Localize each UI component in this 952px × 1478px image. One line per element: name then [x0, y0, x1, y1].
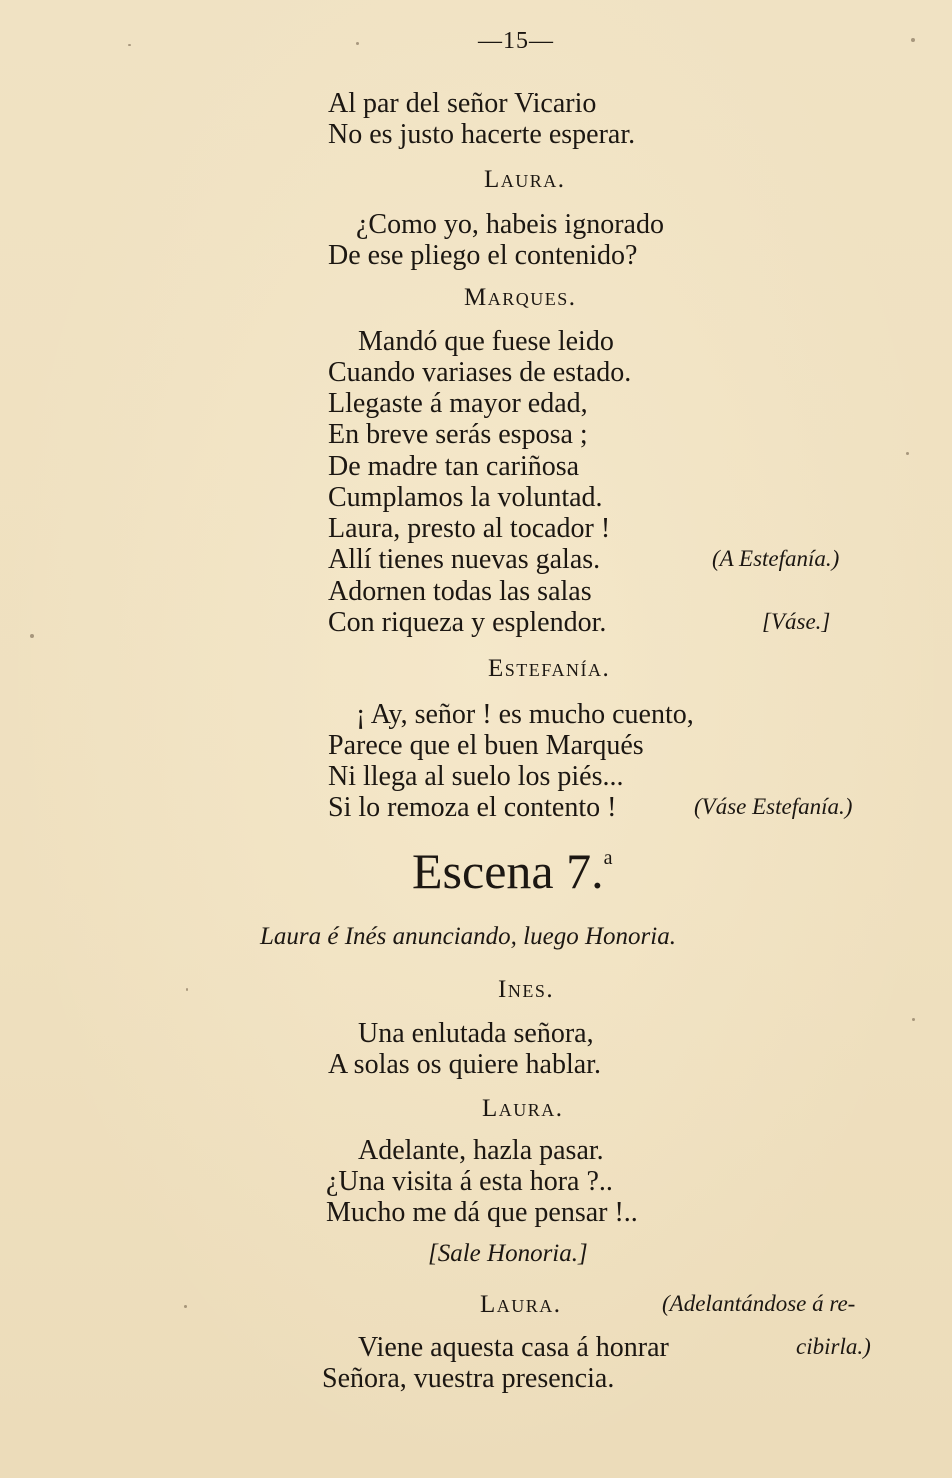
paper-speck	[912, 1018, 915, 1021]
verse-line: Viene aquesta casa á honrar	[358, 1332, 669, 1363]
speaker-name: Marques.	[464, 284, 577, 311]
verse-line: Ni llega al suelo los piés...	[328, 761, 624, 792]
stage-direction: (Váse Estefanía.)	[694, 794, 853, 819]
verse-line: En breve serás esposa ;	[328, 419, 588, 450]
speaker-name: Estefanía.	[488, 655, 611, 682]
verse-line: Al par del señor Vicario	[328, 88, 597, 119]
paper-speck	[186, 988, 188, 991]
verse-line: Si lo remoza el contento !	[328, 792, 617, 823]
verse-line: Parece que el buen Marqués	[328, 730, 644, 761]
verse-line: Llegaste á mayor edad,	[328, 388, 588, 419]
stage-direction: [Sale Honoria.]	[428, 1240, 588, 1267]
paper-speck	[184, 1305, 187, 1308]
speaker-name: Laura.	[484, 166, 566, 193]
verse-line: Cuando variases de estado.	[328, 357, 632, 388]
scene-heading	[412, 842, 612, 900]
scene-title-superscript: a	[603, 847, 613, 869]
paper-speck	[128, 44, 131, 46]
paper-speck	[356, 42, 359, 45]
verse-line: Laura, presto al tocador !	[328, 513, 611, 544]
paper-speck	[911, 38, 915, 42]
stage-direction: (A Estefanía.)	[712, 546, 840, 571]
paper-speck	[906, 452, 909, 455]
scene-cast: Laura é Inés anunciando, luego Honoria.	[260, 923, 676, 950]
verse-line: A solas os quiere hablar.	[328, 1049, 601, 1080]
verse-line: ¿Como yo, habeis ignorado	[356, 209, 664, 240]
verse-line: De madre tan cariñosa	[328, 451, 580, 482]
verse-line: Mandó que fuese leido	[358, 326, 614, 357]
speaker-name: Ines.	[498, 976, 555, 1003]
verse-line: Adelante, hazla pasar.	[358, 1135, 604, 1166]
verse-line: Una enlutada señora,	[358, 1018, 594, 1049]
verse-line: De ese pliego el contenido?	[328, 240, 638, 271]
verse-line: Señora, vuestra presencia.	[322, 1363, 615, 1394]
paper-speck	[30, 634, 34, 638]
stage-direction: (Adelantándose á re-	[662, 1291, 856, 1316]
page-number: —15—	[478, 28, 554, 54]
verse-line: Adornen todas las salas	[328, 576, 592, 607]
speaker-name: Laura.	[480, 1291, 562, 1318]
verse-line: No es justo hacerte esperar.	[328, 119, 636, 150]
verse-line: Cumplamos la voluntad.	[328, 482, 603, 513]
verse-line: Con riqueza y esplendor.	[328, 607, 607, 638]
scene-title: Escena 7.	[412, 843, 604, 899]
verse-line: ¿Una visita á esta hora ?..	[326, 1166, 613, 1197]
verse-line: ¡ Ay, señor ! es mucho cuento,	[356, 699, 694, 730]
speaker-name: Laura.	[482, 1095, 564, 1122]
stage-direction: [Váse.]	[762, 609, 831, 634]
verse-line: Allí tienes nuevas galas.	[328, 544, 601, 575]
stage-direction: cibirla.)	[796, 1334, 871, 1359]
verse-line: Mucho me dá que pensar !..	[326, 1197, 638, 1228]
